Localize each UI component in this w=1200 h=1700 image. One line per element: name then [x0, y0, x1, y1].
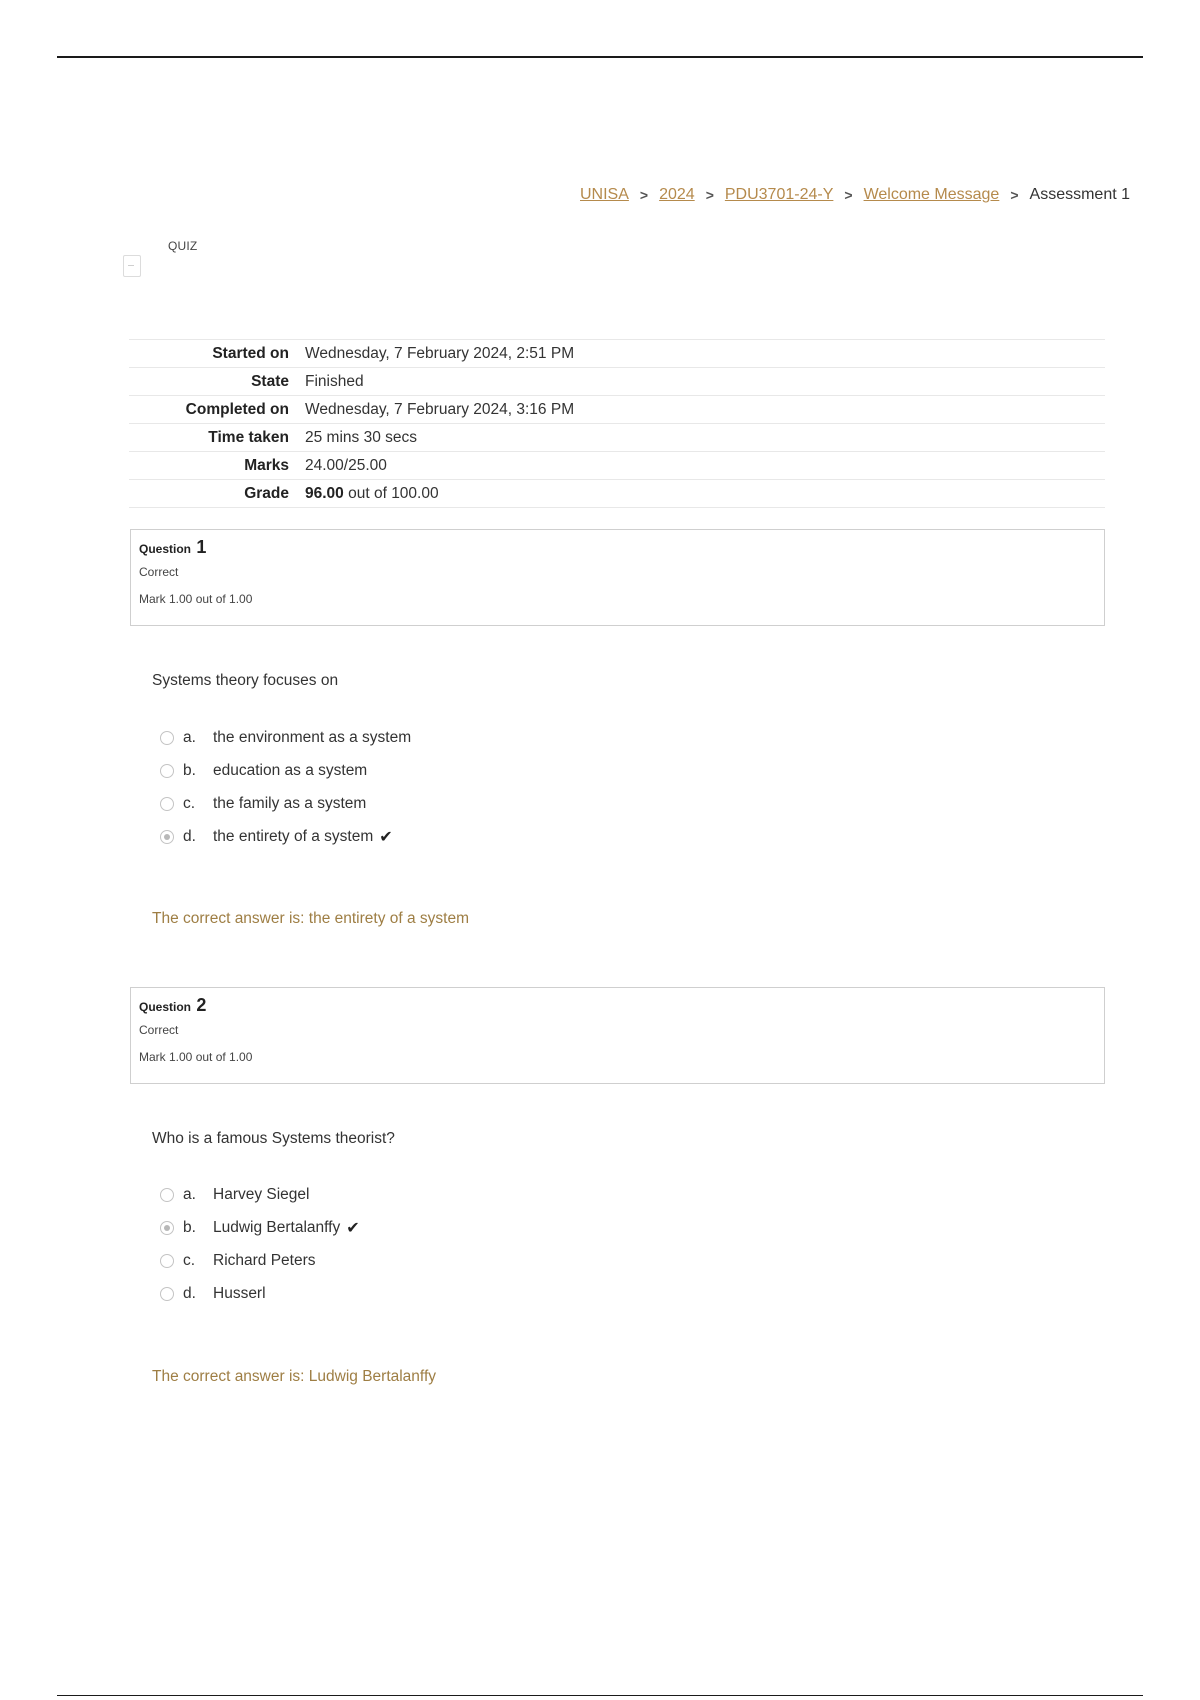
answer-letter: d.	[183, 1284, 196, 1302]
answer-option	[160, 754, 411, 787]
radio-button[interactable]	[160, 764, 174, 778]
answer-text: Husserl	[213, 1284, 266, 1302]
summary-row-time-taken	[129, 424, 1105, 452]
answer-option	[160, 1178, 360, 1211]
breadcrumb-link-course[interactable]: PDU3701-24-Y	[724, 186, 834, 203]
summary-label: Completed on	[185, 400, 289, 418]
question-mark: Mark 1.00 out of 1.00	[139, 1050, 253, 1064]
correct-answer-feedback: The correct answer is: the entirety of a system	[152, 910, 470, 927]
question-mark: Mark 1.00 out of 1.00	[139, 592, 253, 606]
summary-label: Grade	[244, 484, 289, 502]
question-number	[139, 537, 1096, 558]
chevron-right-icon: >	[1010, 187, 1019, 203]
check-mark-icon: ✔	[346, 1219, 360, 1237]
chevron-right-icon: >	[705, 187, 714, 203]
answer-letter: b.	[183, 1218, 196, 1236]
summary-row-marks	[129, 452, 1105, 480]
radio-button[interactable]	[160, 797, 174, 811]
answer-text: education as a system	[213, 761, 368, 779]
answer-option	[160, 721, 411, 754]
question-number-value: 1	[196, 537, 207, 557]
answer-letter: c.	[183, 794, 196, 812]
breadcrumb-link-section[interactable]: Welcome Message	[863, 186, 1000, 203]
question-prefix: Question	[139, 542, 192, 556]
summary-value	[297, 480, 1105, 508]
summary-row-completed	[129, 396, 1105, 424]
summary-label: Started on	[212, 344, 289, 362]
answer-text: Harvey Siegel	[213, 1185, 310, 1203]
answer-list	[160, 721, 411, 853]
activity-type-label: QUIZ	[168, 239, 198, 253]
attempt-summary-table	[129, 339, 1105, 508]
answer-letter: a.	[183, 1185, 196, 1203]
summary-row-state	[129, 368, 1105, 396]
summary-row-started	[129, 340, 1105, 368]
question-prefix: Question	[139, 1000, 192, 1014]
chevron-right-icon: >	[844, 187, 853, 203]
top-rule	[57, 56, 1143, 58]
answer-option	[160, 1244, 360, 1277]
quiz-icon	[123, 255, 141, 277]
answer-text: Richard Peters	[213, 1251, 316, 1269]
question-number	[139, 995, 1096, 1016]
summary-row-grade	[129, 480, 1105, 508]
correct-answer-feedback: The correct answer is: Ludwig Bertalanffy	[152, 1368, 437, 1385]
breadcrumb-link-unisa[interactable]: UNISA	[580, 186, 629, 203]
radio-button-checked[interactable]	[160, 830, 174, 844]
question-text: Systems theory focuses on	[152, 672, 339, 689]
breadcrumb	[580, 186, 1130, 204]
answer-text: the environment as a system	[213, 728, 412, 746]
summary-value: 25 mins 30 secs	[305, 428, 417, 446]
question-text: Who is a famous Systems theorist?	[152, 1130, 395, 1147]
check-mark-icon: ✔	[379, 828, 393, 846]
answer-letter: a.	[183, 728, 196, 746]
answer-option-selected	[160, 1211, 360, 1244]
chevron-right-icon: >	[639, 187, 649, 203]
question-number-value: 2	[196, 995, 207, 1015]
breadcrumb-link-year[interactable]: 2024	[659, 186, 695, 203]
answer-letter: b.	[183, 761, 196, 779]
grade-score: 96.00	[305, 484, 344, 502]
question-state: Correct	[139, 565, 179, 579]
answer-list	[160, 1178, 360, 1310]
radio-button[interactable]	[160, 1287, 174, 1301]
answer-option-selected	[160, 820, 411, 853]
answer-option	[160, 1277, 360, 1310]
answer-letter: d.	[183, 827, 196, 845]
answer-text: the entirety of a system	[213, 827, 374, 845]
summary-label: State	[251, 372, 289, 390]
answer-text: the family as a system	[213, 794, 367, 812]
summary-value: 24.00/25.00	[305, 456, 387, 474]
bottom-rule	[57, 1695, 1143, 1696]
breadcrumb-current: Assessment 1	[1029, 186, 1130, 203]
summary-value: Finished	[305, 372, 364, 390]
question-info-box	[130, 529, 1105, 626]
answer-text: Ludwig Bertalanffy	[213, 1218, 341, 1236]
answer-option	[160, 787, 411, 820]
radio-button[interactable]	[160, 1188, 174, 1202]
grade-suffix: out of 100.00	[343, 484, 439, 502]
summary-label: Time taken	[208, 428, 289, 446]
question-info-box	[130, 987, 1105, 1084]
summary-label: Marks	[244, 456, 289, 474]
radio-button-checked[interactable]	[160, 1221, 174, 1235]
summary-value: Wednesday, 7 February 2024, 2:51 PM	[305, 344, 575, 362]
question-state: Correct	[139, 1023, 179, 1037]
radio-button[interactable]	[160, 731, 174, 745]
answer-letter: c.	[183, 1251, 196, 1269]
radio-button[interactable]	[160, 1254, 174, 1268]
summary-value: Wednesday, 7 February 2024, 3:16 PM	[305, 400, 575, 418]
